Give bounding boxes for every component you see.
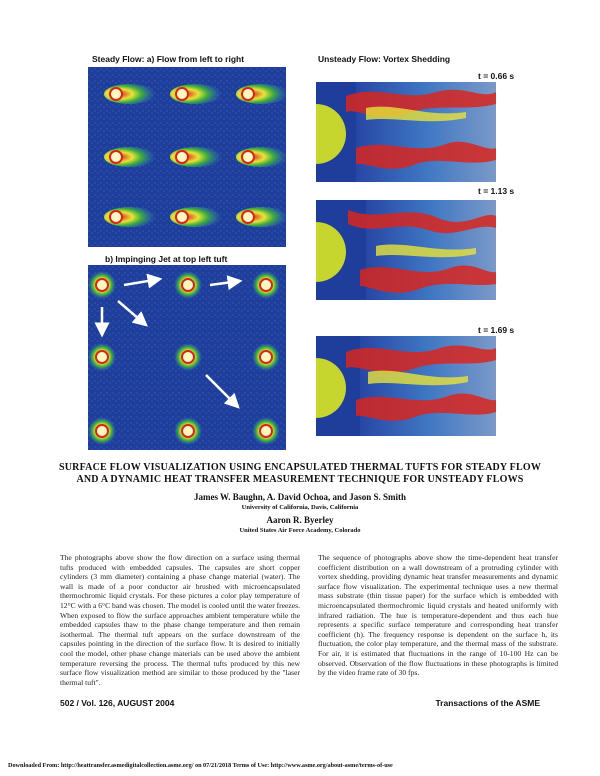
affiliation-secondary: United States Air Force Academy, Colorado: [239, 527, 361, 534]
download-notice: Downloaded From: http://heattransfer.asmedigitalcollection.asme.org/ on 07/21/2018 Terms of Use: http://www.asme.org/about-asme/terms-of-use: [8, 762, 393, 769]
vortex-photo-1: [316, 82, 496, 182]
impinging-jet-photo: [88, 265, 286, 450]
body-right-column: The sequence of photographs above show the time-dependent heat transfer coefficient distribution on a wall downstream of a protruding cylinder with vortex shedding, providing dynamic heat transfer measurements and dynamic surface flow visualization. The experimental technique uses a new thermal mass substrate (thin tissue paper) for the surface which is embedded with microencapsulated thermochromic liquid crystals and heated uniformly with infrared radiation. The hue is temperature-dependent and thus each hue represents a specific surface temperature and corresponding heat transfer coefficient (h). The frequency response is dependent on the surface h, its fluctuation, the color play temperature, and the thermal mass of the substrate. For air, it is estimated that fluctuations in the range of 10-100 Hz can be observed. Observation of the flow fluctuations in these photographs is limited by the video frame rate of 30 fps.: [318, 553, 558, 678]
vortex-photo-3: [316, 336, 496, 436]
unsteady-flow-caption: Unsteady Flow: Vortex Shedding: [318, 54, 451, 64]
title-line-2: AND A DYNAMIC HEAT TRANSFER MEASUREMENT TECHNIQUE FOR UNSTEADY FLOWS: [76, 474, 524, 485]
footer-page-info: 502 / Vol. 126, AUGUST 2004: [60, 698, 175, 708]
body-left-column: The photographs above show the flow direction on a surface using thermal tufts produced with embedded capsules. The capsules are short copper cylinders (3 mm diameter) containing a phase change material (water). The wall is made of a poor conductor air brushed with microencapsulated thermochromic liquid crystals. For these pictures a color play temperature of 12°C with a 6°C band was chosen. The model is cooled until the water freezes. When exposed to flow the surface approaches ambient temperature while the embedded capsules thaw to the phase change temperature and then remain isothermal. The thermal tuft appears on the surface downstream of the capsules pointing in the direction of the surface flow. It is desired to initially cool the model, other phase change materials can be used above the ambient temperature reversing the process. The thermal tufts produced by this new surface flow visualization method are similar to those produced by the "laser thermal tuft".: [60, 553, 301, 687]
impinging-jet-caption: b) Impinging Jet at top left tuft: [105, 254, 228, 264]
time-label-3: t = 1.69 s: [478, 325, 515, 335]
time-label-2: t = 1.13 s: [478, 186, 515, 196]
affiliation-primary: University of California, Davis, California: [241, 504, 359, 511]
time-label-1: t = 0.66 s: [478, 71, 515, 81]
authors-primary: James W. Baughn, A. David Ochoa, and Jason S. Smith: [193, 492, 407, 502]
steady-flow-photo: [88, 67, 286, 247]
vortex-photo-2: [316, 200, 496, 300]
title-line-1: SURFACE FLOW VISUALIZATION USING ENCAPSULATED THERMAL TUFTS FOR STEADY FLOW: [58, 462, 542, 473]
authors-secondary: Aaron R. Byerley: [266, 515, 334, 525]
steady-flow-caption: Steady Flow: a) Flow from left to right: [92, 54, 245, 64]
article-title: [40, 462, 560, 486]
footer-journal: Transactions of the ASME: [435, 698, 540, 708]
